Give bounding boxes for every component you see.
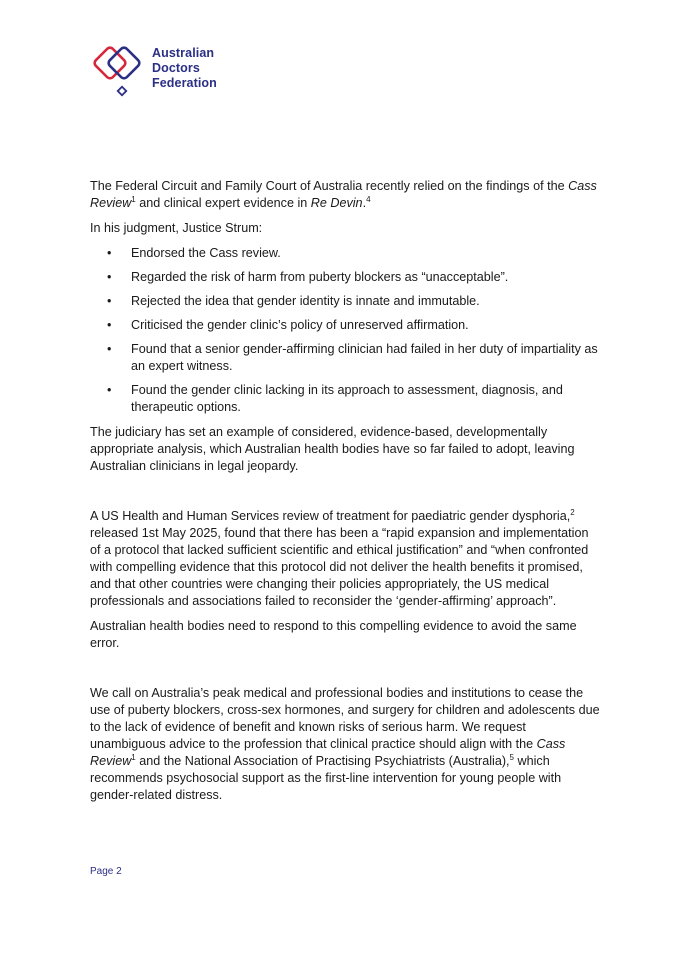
adf-logo-icon <box>90 42 146 98</box>
list-item: • Found the gender clinic lacking in its approach to assessment, diagnosis, and therapeutic options. <box>131 382 600 416</box>
footnote-ref: 4 <box>366 194 371 204</box>
text: which recommends psychosocial support as the first-line intervention for young people with gender-related distress. <box>90 754 562 802</box>
page-number: Page 2 <box>90 866 122 877</box>
logo-line-3: Federation <box>152 76 217 90</box>
footnote-ref: 2 <box>570 507 575 517</box>
paragraph-judgment-intro: In his judgment, Justice Strum: <box>90 221 263 235</box>
list-item: • Criticised the gender clinic’s policy of unreserved affirmation. <box>131 317 600 334</box>
paragraph-respond: Australian health bodies need to respond to this compelling evidence to avoid the same error. <box>90 619 577 650</box>
text: and the National Association of Practising Psychiatrists (Australia), <box>135 754 510 768</box>
paragraph-us-review <box>90 508 600 610</box>
text: The Federal Circuit and Family Court of Australia recently relied on the findings of the <box>90 179 569 193</box>
logo-line-2: Doctors <box>152 61 200 75</box>
text: . <box>362 196 367 210</box>
logo-text <box>152 46 217 91</box>
text: We call on Australia’s peak medical and professional bodies and institutions to cease the use of puberty blockers, cross-sex hormones, and surgery for children and adolescents due to the lack of evidence of benefit and known risks of serious harm. We request unambiguous advice to the profession that clinical practice should align with the <box>90 686 600 751</box>
judgment-list <box>90 245 600 416</box>
paragraph-call-to-action <box>90 685 600 804</box>
text: and clinical expert evidence in <box>135 196 311 210</box>
logo <box>90 42 217 98</box>
footnote-ref: 1 <box>131 194 136 204</box>
footnote-ref: 1 <box>131 752 136 762</box>
case-name: Re Devin <box>310 196 363 210</box>
cass-review-title: Cass Review <box>90 179 597 210</box>
spacer <box>90 483 600 508</box>
list-item: • Rejected the idea that gender identity is innate and immutable. <box>131 293 600 310</box>
list-item: • Regarded the risk of harm from puberty blockers as “unacceptable”. <box>131 269 600 286</box>
text: released 1st May 2025, found that there has been a “rapid expansion and implementation of a protocol that lacked sufficient scientific and ethical justification” and “when confronted with compelling evidence that this protocol did not deliver the health benefits it promised, and that other countries were changing their policies appropriately, the US medical professionals and associations failed to reconsider the ‘gender-affirming’ approach”. <box>90 526 589 608</box>
cass-review-title: Cass Review <box>90 737 566 768</box>
spacer <box>90 660 600 685</box>
list-item: • Endorsed the Cass review. <box>131 245 600 262</box>
paragraph-court-ruling <box>90 178 600 212</box>
footnote-ref: 5 <box>509 752 514 762</box>
logo-line-1: Australian <box>152 46 215 60</box>
letter-body <box>90 178 600 812</box>
text: A US Health and Human Services review of treatment for paediatric gender dysphoria, <box>90 509 571 523</box>
paragraph-judiciary: The judiciary has set an example of considered, evidence-based, developmentally appropriate analysis, which Australian health bodies have so far failed to adopt, leaving Australian clinicians in legal jeopardy. <box>90 425 575 473</box>
list-item: • Found that a senior gender-affirming clinician had failed in her duty of impartiality as an expert witness. <box>131 341 600 375</box>
